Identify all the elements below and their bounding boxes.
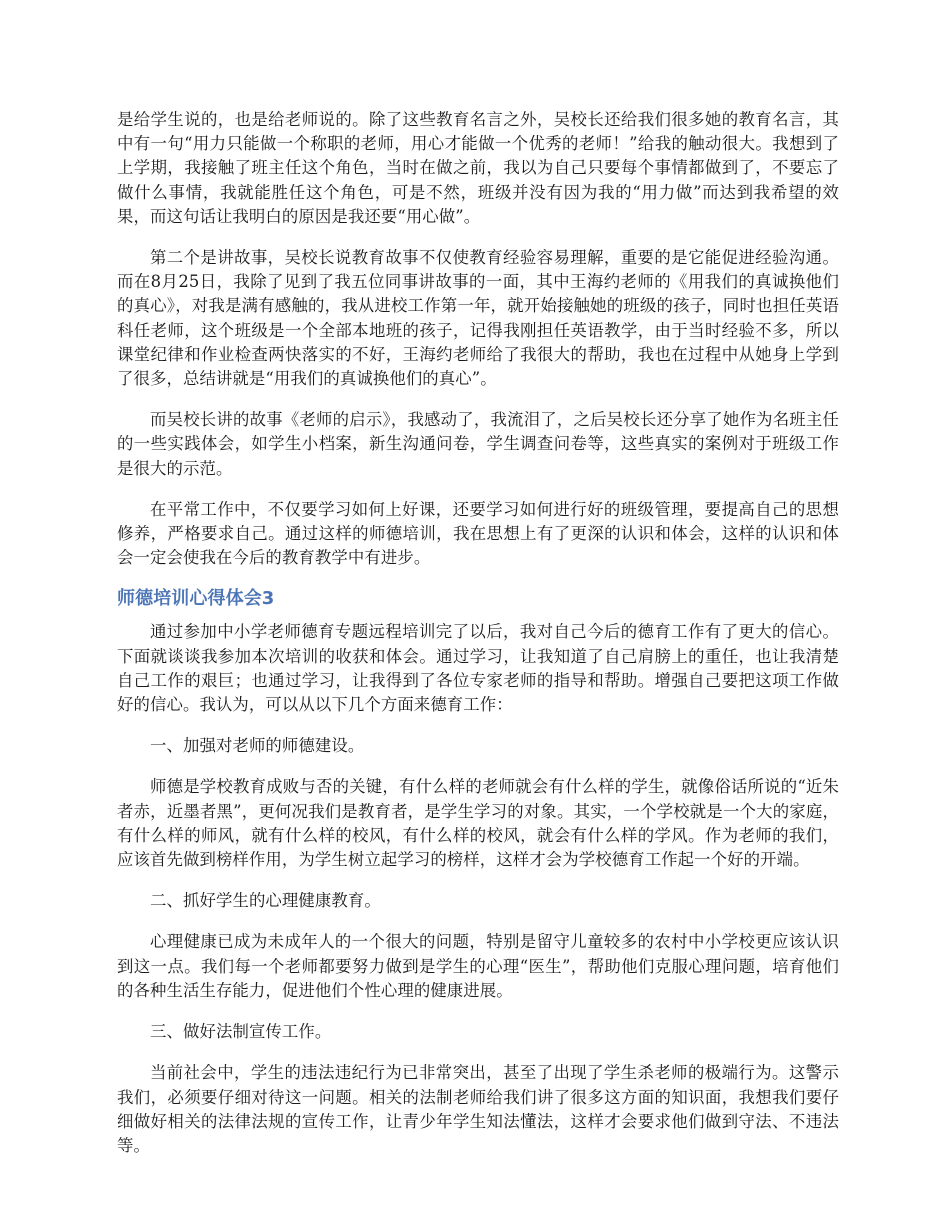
paragraph-intro-2: 第二个是讲故事，吴校长说教育故事不仅使教育经验容易理解，重要的是它能促进经验沟通。而在8月25日，我除了见到了我五位同事讲故事的一面，其中王海约老师的《用我们的真诚换他们的真心》，对我是满有感触的，我从进校工作第一年，就开始接触她的班级的孩子，同时也担任英语科任老师，这个班级是一个全部本地班的孩子，记得我刚担任英语教学，由于当时经验不多，所以课堂纪律和作业检查两快落实的不好，王海约老师给了我很大的帮助，我也在过程中从她身上学到了很多，总结讲就是“用我们的真诚换他们的真心”。 [117,248,839,389]
paragraph-intro-1: 是给学生说的，也是给老师说的。除了这些教育名言之外，吴校长还给我们很多她的教育名言，其中有一句“用力只能做一个称职的老师，用心才能做一个优秀的老师！”给我的触动很大。我想到了上学期，我接触了班主任这个角色，当时在做之前，我以为自己只要每个事情都做到了，不要忘了做什么事情，我就能胜任这个角色，可是不然，班级并没有因为我的“用力做”而达到我希望的效果，而这句话让我明白的原因是我还要“用心做”。 [117,110,839,226]
paragraph-intro-4: 在平常工作中，不仅要学习如何上好课，还要学习如何进行好的班级管理，要提高自己的思想修养，严格要求自己。通过这样的师德培训，我在思想上有了更深的认识和体会，这样的认识和体会一定会使我在今后的教育教学中有进步。 [117,499,839,568]
paragraph-intro-3: 而吴校长讲的故事《老师的启示》，我感动了，我流泪了，之后吴校长还分享了她作为名班主任的一些实践体会，如学生小档案，新生沟通问卷，学生调查问卷等，这些真实的案例对于班级工作是很大的示范。 [117,410,839,478]
paragraph-point-3-body: 当前社会中，学生的违法违纪行为已非常突出，甚至了出现了学生杀老师的极端行为。这警示我们，必须要仔细对待这一问题。相关的法制老师给我们讲了很多这方面的知识面，我想我们要仔细做好相关的法律法规的宣传工作，让青少年学生知法懂法，这样才会要求他们做到守法、不违法等。 [117,1063,839,1155]
document-page [117,108,839,1175]
paragraph-point-2-body: 心理健康已成为未成年人的一个很大的问题，特别是留守儿童较多的农村中小学校更应该认识到这一点。我们每一个老师都要努力做到是学生的心理“医生”，帮助他们克服心理问题，培育他们的各种生活生存能力，促进他们个性心理的健康进展。 [117,932,839,1000]
paragraph-point-1-title: 一、加强对老师的师德建设。 [150,736,365,756]
paragraph-point-2-title: 二、抓好学生的心理健康教育。 [150,891,381,911]
paragraph-point-1-body: 师德是学校教育成败与否的关键，有什么样的老师就会有什么样的学生，就像俗话所说的“近朱者赤，近墨者黑”，更何况我们是教育者，是学生学习的对象。其实，一个学校就是一个大的家庭，有什么样的师风，就有什么样的校风，有什么样的校风，就会有什么样的学风。作为老师的我们，应该首先做到榜样作用，为学生树立起学习的榜样，这样才会为学校德育工作起一个好的开端。 [117,777,839,870]
paragraph-section-1: 通过参加中小学老师德育专题远程培训完了以后，我对自己今后的德育工作有了更大的信心。下面就谈谈我参加本次培训的收获和体会。通过学习，让我知道了自己肩膀上的重任，也让我清楚自己工作的艰巨；也通过学习，让我得到了各位专家老师的指导和帮助。增强自己要把这项工作做好的信心。我认为，可以从以下几个方面来德育工作： [117,622,839,715]
section-heading: 师德培训心得体会3 [117,588,275,610]
paragraph-point-3-title: 三、做好法制宣传工作。 [150,1022,332,1042]
